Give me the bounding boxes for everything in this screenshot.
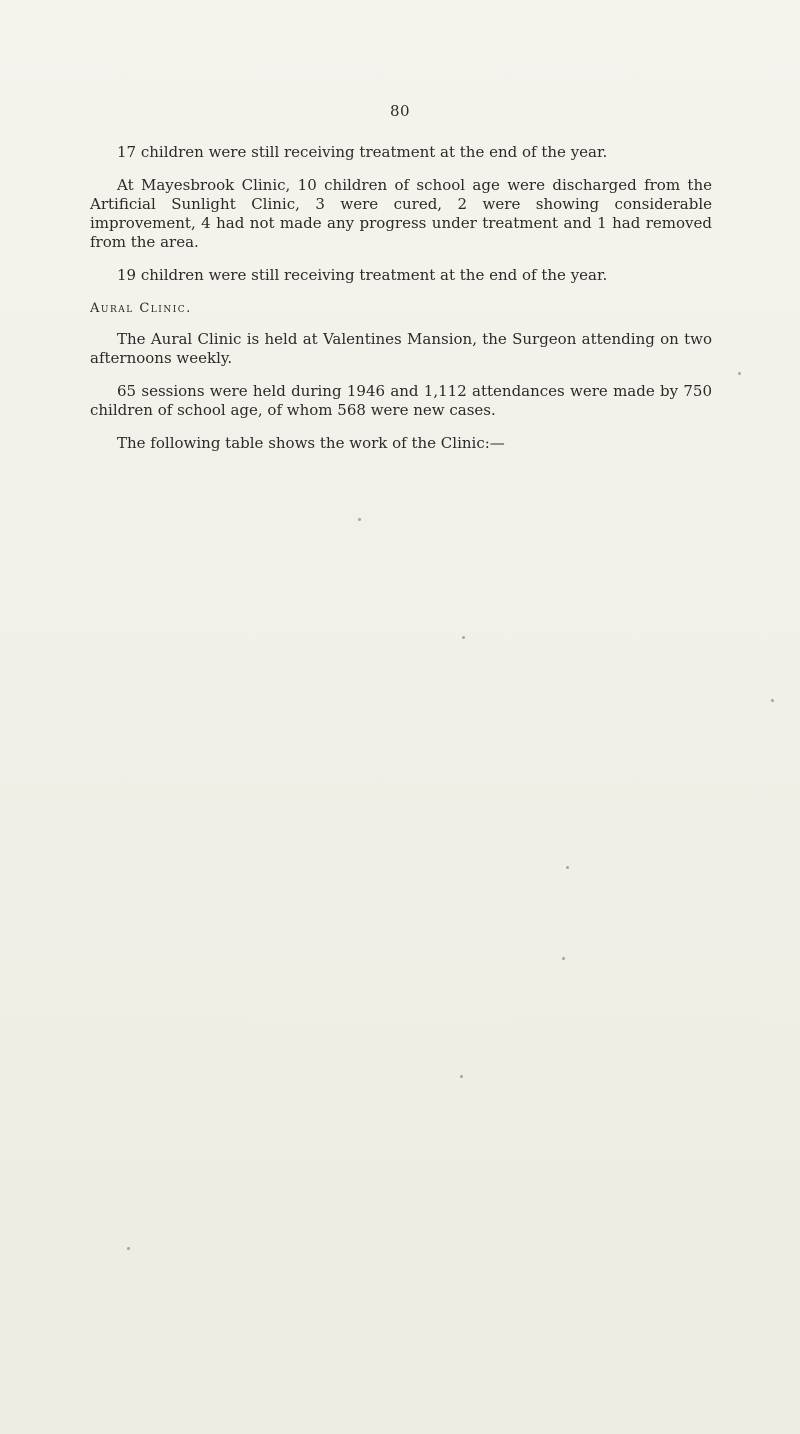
- paragraph-table-intro: The following table shows the work of the Clinic:—: [117, 434, 505, 452]
- paragraph-aural-clinic-sessions: 65 sessions were held during 1946 and 1,112 attendances were made by 750 children of school age, of whom 568 were new cases.: [90, 382, 712, 419]
- paper-speck: [460, 1075, 463, 1078]
- paragraph-mayesbrook-clinic: At Mayesbrook Clinic, 10 children of school age were discharged from the Artificial Sunlight Clinic, 3 were cured, 2 were showing considerable improvement, 4 had not made any progress under treatment and 1 had removed from the area.: [90, 176, 712, 251]
- paragraph-aural-clinic-location: The Aural Clinic is held at Valentines Mansion, the Surgeon attending on two afternoons weekly.: [90, 330, 712, 367]
- paper-speck: [127, 1247, 130, 1250]
- paragraph-treatment-continuing-2: 19 children were still receiving treatment at the end of the year.: [117, 266, 608, 284]
- section-heading-aural-clinic: Aural Clinic.: [90, 301, 192, 316]
- paper-speck: [566, 866, 569, 869]
- page-number: 80: [389, 102, 411, 120]
- paper-speck: [462, 636, 465, 639]
- paper-speck: [562, 957, 565, 960]
- paragraph-treatment-continuing: 17 children were still receiving treatment at the end of the year.: [117, 143, 608, 161]
- paper-speck: [738, 372, 741, 375]
- paper-speck: [358, 518, 361, 521]
- paper-speck: [771, 699, 774, 702]
- document-body: [90, 143, 712, 467]
